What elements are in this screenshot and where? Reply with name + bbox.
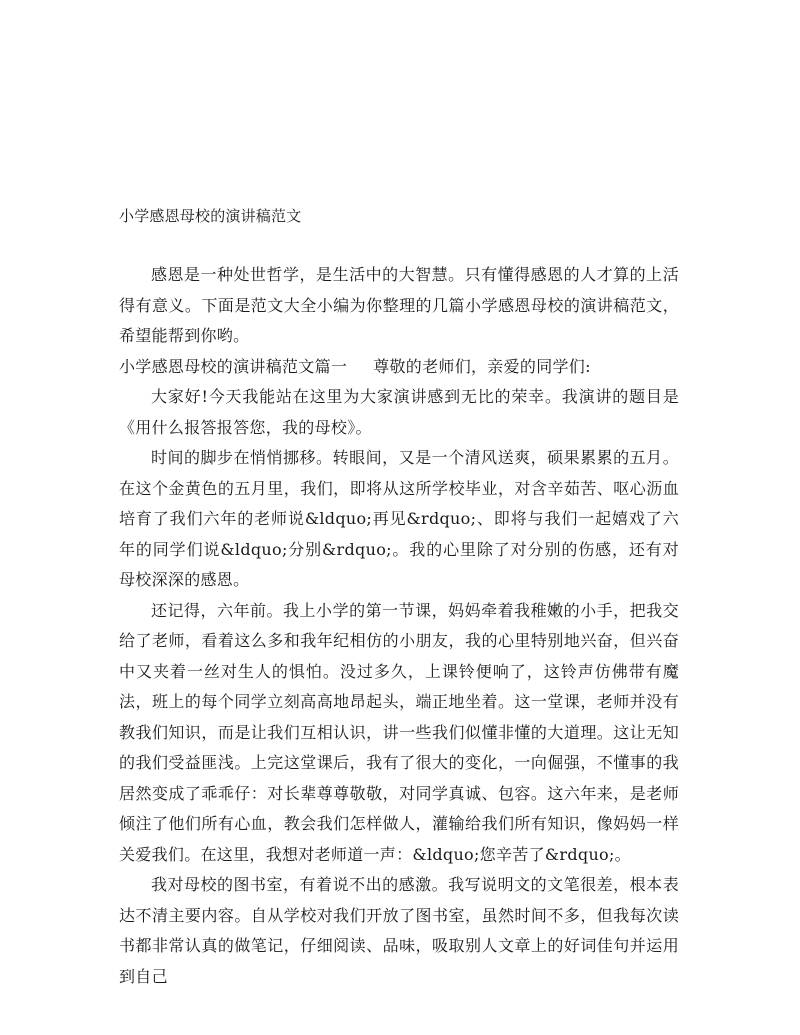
document-body bbox=[119, 196, 679, 992]
body-paragraph-2: 时间的脚步在悄悄挪移。转眼间，又是一个清风送爽，硕果累累的五月。在这个金黄色的五月里，我们，即将从这所学校毕业，对含辛茹苦、呕心沥血培育了我们六年的老师说&ldquo;再见&rdquo;、即将与我们一起嬉戏了六年的同学们说&ldquo;分别&rdquo;。我的心里除了对分别的伤感，还有对母校深深的感恩。 bbox=[119, 448, 679, 589]
body-paragraph-3: 还记得，六年前。我上小学的第一节课，妈妈牵着我稚嫩的小手，把我交给了老师，看着这么多和我年纪相仿的小朋友，我的心里特别地兴奋，但兴奋中又夹着一丝对生人的惧怕。没过多久，上课铃便响了，这铃声仿佛带有魔法，班上的每个同学立刻高高地昂起头，端正地坐着。这一堂课，老师并没有教我们知识，而是让我们互相认识，讲一些我们似懂非懂的大道理。这让无知的我们受益匪浅。上完这堂课后，我有了很大的变化，一向倔强，不懂事的我居然变成了乖乖仔：对长辈尊尊敬敬，对同学真诚、包容。这六年来，是老师倾注了他们所有心血，教会我们怎样做人，灌输给我们所有知识，像妈妈一样关爱我们。在这里，我想对老师道一声：&ldquo;您辛苦了&rdquo;。 bbox=[119, 600, 679, 864]
title-spacer bbox=[119, 236, 679, 260]
body-paragraph-4: 我对母校的图书室，有着说不出的感激。我写说明文的文笔很差，根本表达不清主要内容。自从学校对我们开放了图书室，虽然时间不多，但我每次读书都非常认真的做笔记，仔细阅读、品味，吸取别人文章上的好词佳句并运用到自己 bbox=[119, 875, 679, 986]
document-title: 小学感恩母校的演讲稿范文 bbox=[119, 207, 302, 225]
section-heading: 小学感恩母校的演讲稿范文篇一 bbox=[119, 356, 348, 376]
salutation: 尊敬的老师们，亲爱的同学们: bbox=[373, 356, 591, 376]
body-paragraph-1: 大家好!今天我能站在这里为大家演讲感到无比的荣幸。我演讲的题目是《用什么报答报答您，我的母校》。 bbox=[119, 387, 679, 437]
intro-paragraph: 感恩是一种处世哲学，是生活中的大智慧。只有懂得感恩的人才算的上活得有意义。下面是范文大全小编为你整理的几篇小学感恩母校的演讲稿范文，希望能帮到你哟。 bbox=[119, 265, 679, 345]
section-heading-line bbox=[119, 352, 679, 383]
